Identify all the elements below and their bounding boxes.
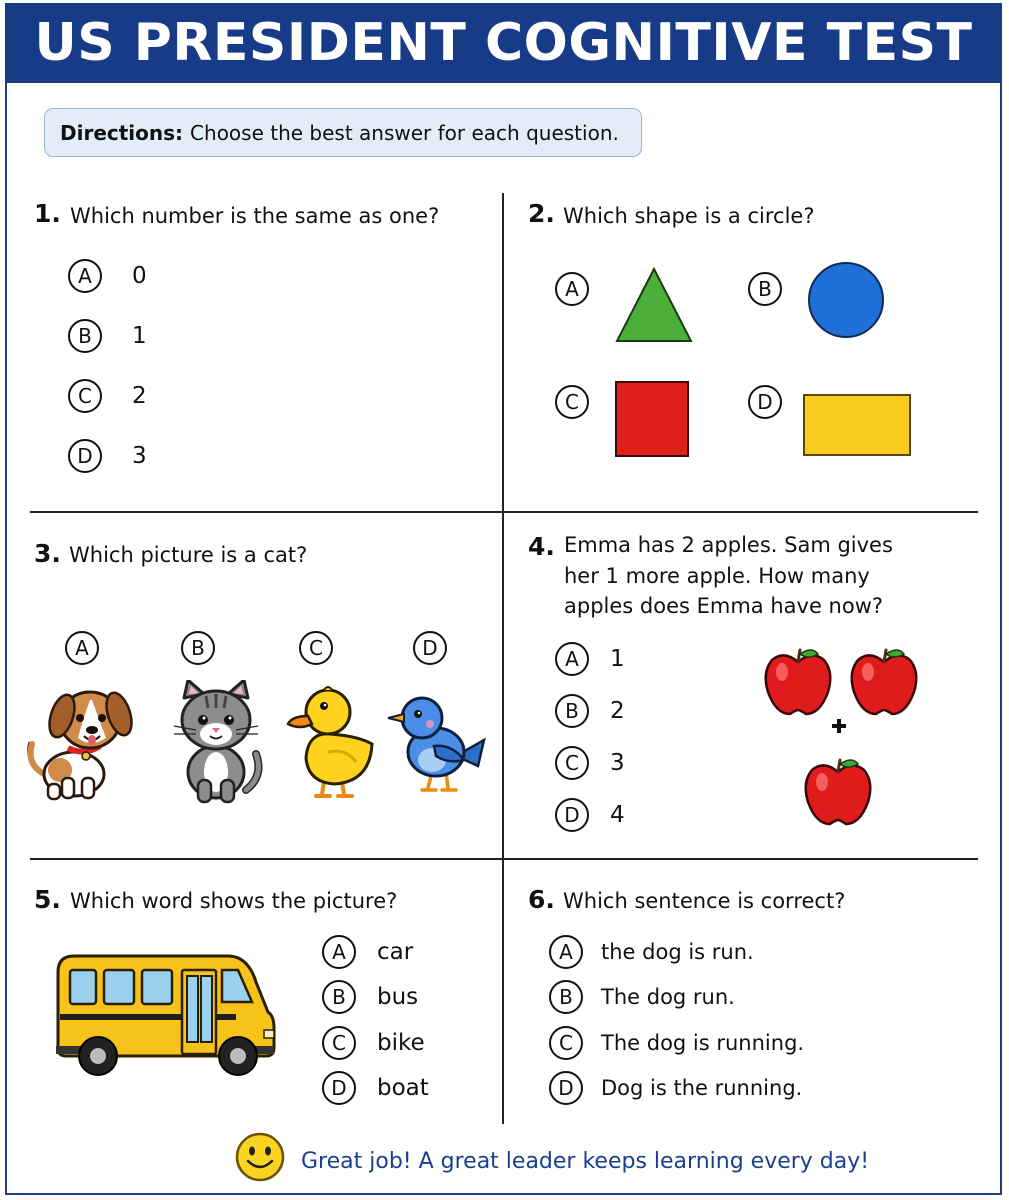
directions-box	[44, 108, 642, 157]
answer-option-a[interactable]: the dog is run.	[601, 940, 754, 964]
question-number: 2.	[528, 199, 555, 228]
smiley-face-icon	[234, 1131, 286, 1183]
answer-option-c[interactable]: 2	[132, 383, 147, 409]
question-text: Which word shows the picture?	[70, 889, 398, 913]
answer-option-b[interactable]: 1	[132, 323, 147, 349]
answer-bubble-b[interactable]: B	[555, 694, 589, 728]
school-bus-picture	[52, 952, 278, 1078]
answer-bubble-a[interactable]: A	[549, 935, 583, 969]
answer-option-d[interactable]: boat	[377, 1075, 429, 1101]
question-text-line-2: her 1 more apple. How many	[564, 564, 870, 588]
red-square-picture[interactable]	[614, 380, 692, 458]
divider-vertical-top	[502, 193, 504, 511]
answer-option-d[interactable]: 3	[132, 443, 147, 469]
answer-bubble-a[interactable]: A	[68, 259, 102, 293]
answer-option-c[interactable]: bike	[377, 1030, 425, 1056]
answer-bubble-d[interactable]: D	[748, 385, 782, 419]
answer-option-a[interactable]: car	[377, 939, 414, 965]
answer-bubble-d[interactable]: D	[68, 439, 102, 473]
answer-option-a[interactable]: 0	[132, 263, 147, 289]
apples-addition-picture	[756, 640, 926, 834]
question-number: 3.	[34, 539, 61, 568]
answer-bubble-a[interactable]: A	[322, 935, 356, 969]
answer-bubble-b[interactable]: B	[322, 980, 356, 1014]
answer-option-c[interactable]: 3	[610, 750, 625, 776]
divider-vertical-bottom	[502, 860, 504, 1124]
question-text-line-1: Emma has 2 apples. Sam gives	[564, 533, 893, 557]
question-number: 6.	[528, 885, 555, 914]
answer-option-d[interactable]: Dog is the running.	[601, 1076, 803, 1100]
apple-icon	[806, 760, 871, 824]
bird-picture[interactable]	[386, 686, 486, 796]
green-triangle-picture[interactable]	[614, 266, 694, 344]
answer-bubble-d[interactable]: D	[413, 631, 447, 665]
answer-bubble-b[interactable]: B	[181, 631, 215, 665]
answer-option-b[interactable]: The dog run.	[601, 985, 735, 1009]
answer-option-c[interactable]: The dog is running.	[601, 1031, 805, 1055]
question-text: Which number is the same as one?	[70, 204, 440, 228]
divider-horizontal-1	[30, 511, 978, 513]
apple-icon	[766, 650, 831, 714]
answer-bubble-c[interactable]: C	[68, 379, 102, 413]
question-text-line-3: apples does Emma have now?	[564, 594, 884, 618]
answer-bubble-c[interactable]: C	[322, 1026, 356, 1060]
answer-option-b[interactable]: bus	[377, 984, 419, 1010]
question-number: 5.	[34, 885, 61, 914]
blue-circle-picture[interactable]	[806, 260, 886, 340]
answer-bubble-c[interactable]: C	[555, 746, 589, 780]
divider-horizontal-2	[30, 858, 978, 860]
answer-bubble-c[interactable]: C	[555, 385, 589, 419]
question-text: Which picture is a cat?	[69, 543, 308, 567]
page-title: US PRESIDENT COGNITIVE TEST	[34, 13, 973, 73]
answer-option-a[interactable]: 1	[610, 646, 625, 672]
cat-picture[interactable]	[166, 680, 266, 806]
duck-picture[interactable]	[284, 682, 378, 802]
answer-option-d[interactable]: 4	[610, 802, 625, 828]
directions-text: Choose the best answer for each question.	[190, 120, 619, 145]
answer-option-b[interactable]: 2	[610, 698, 625, 724]
answer-bubble-c[interactable]: C	[299, 631, 333, 665]
answer-bubble-d[interactable]: D	[555, 798, 589, 832]
divider-vertical-middle	[502, 513, 504, 858]
apple-icon	[852, 650, 917, 714]
answer-bubble-a[interactable]: A	[65, 631, 99, 665]
answer-bubble-d[interactable]: D	[322, 1071, 356, 1105]
answer-bubble-a[interactable]: A	[555, 642, 589, 676]
yellow-rectangle-picture[interactable]	[802, 393, 914, 457]
directions-label: Directions:	[60, 120, 184, 145]
question-text: Which sentence is correct?	[563, 889, 846, 913]
answer-bubble-b[interactable]: B	[748, 272, 782, 306]
answer-bubble-d[interactable]: D	[549, 1071, 583, 1105]
question-number: 1.	[34, 199, 61, 228]
question-number: 4.	[528, 532, 555, 561]
question-text: Which shape is a circle?	[563, 204, 815, 228]
footer-message: Great job! A great leader keeps learning every day!	[301, 1149, 870, 1174]
title-banner	[5, 3, 1002, 83]
answer-bubble-b[interactable]: B	[549, 980, 583, 1014]
answer-bubble-a[interactable]: A	[555, 272, 589, 306]
answer-bubble-c[interactable]: C	[549, 1026, 583, 1060]
answer-bubble-b[interactable]: B	[68, 319, 102, 353]
dog-picture[interactable]	[22, 682, 134, 804]
